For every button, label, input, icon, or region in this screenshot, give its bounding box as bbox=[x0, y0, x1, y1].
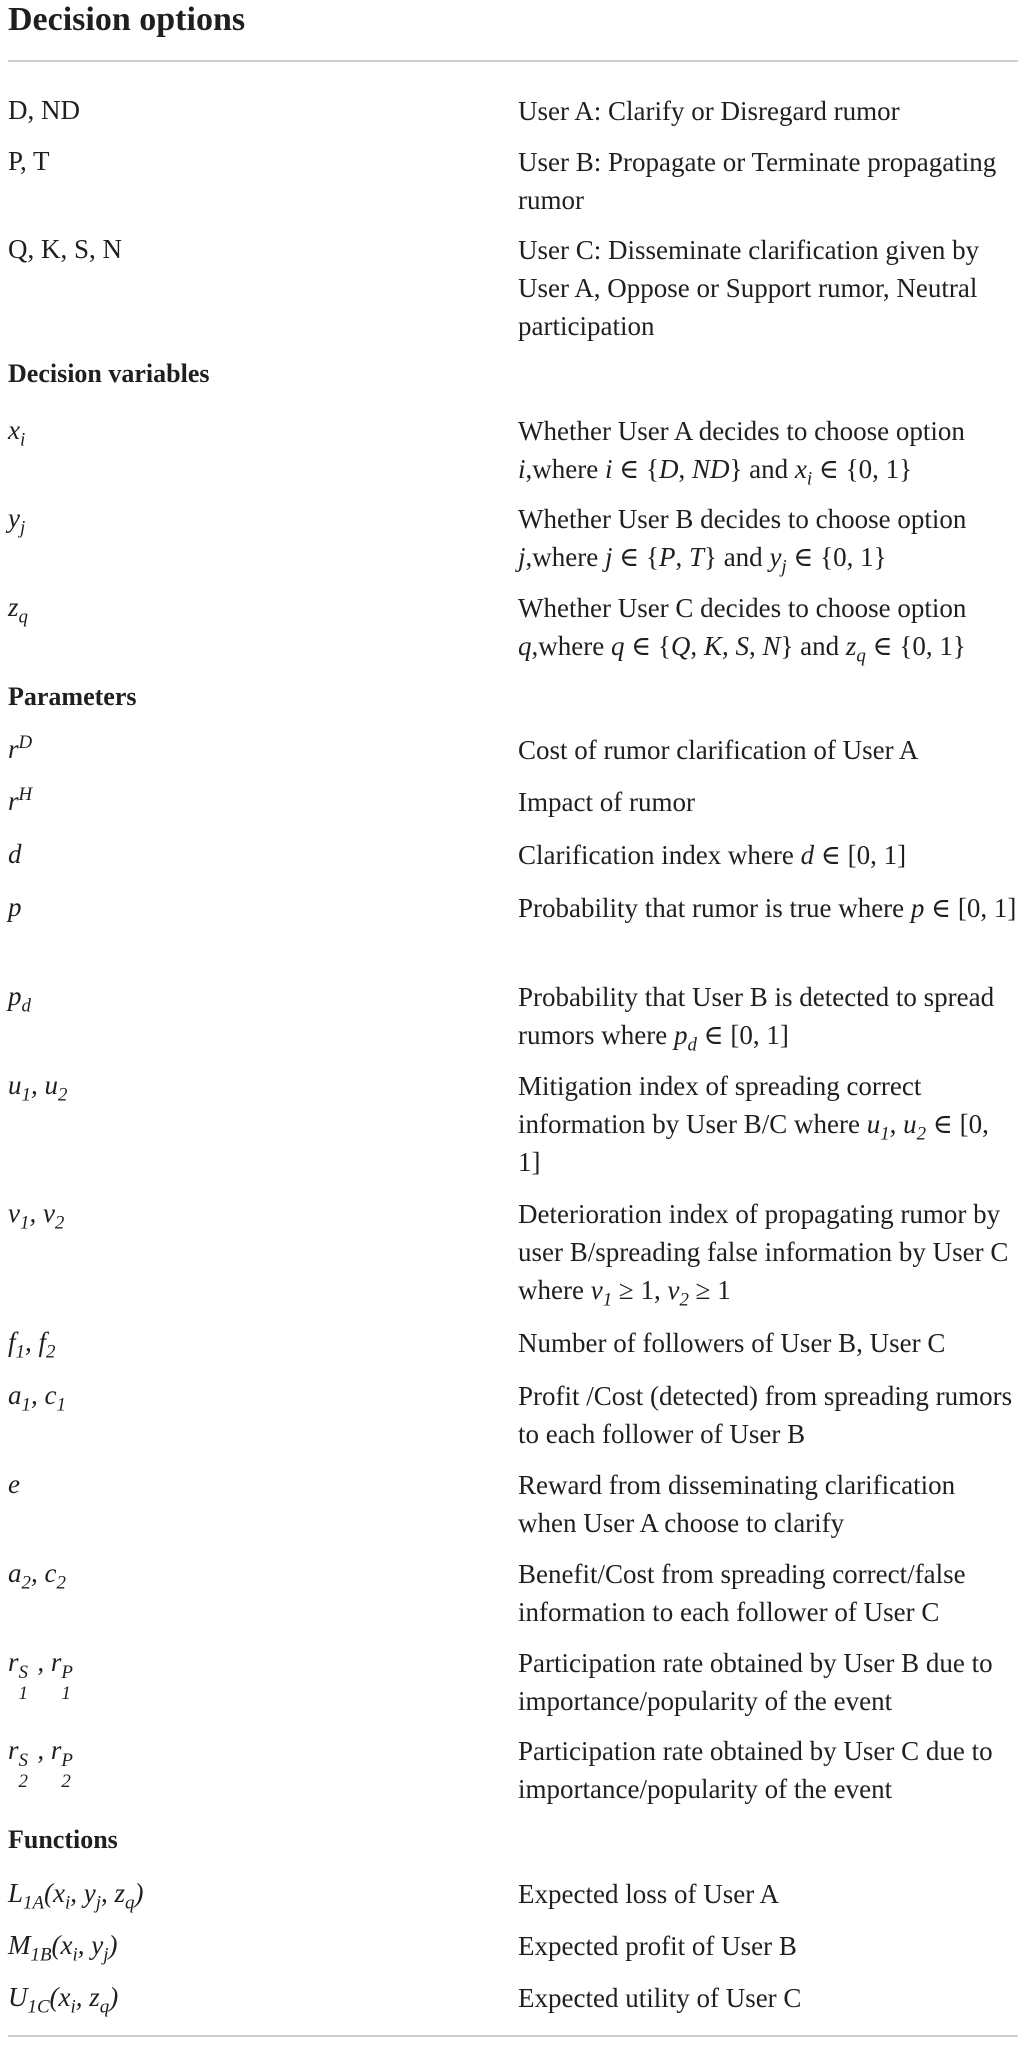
parameter-description: Profit /Cost (detected) from spreading rumors to each follower of User B bbox=[518, 1381, 1013, 1449]
parameter-symbol: $u_1$, $u_2$ bbox=[8, 1070, 68, 1106]
function-description: Expected loss of User A bbox=[518, 1879, 779, 1909]
variable-description: Whether User B decides to choose option j,where j ∈ {P, T} and $y_j$ ∈ {0, 1} bbox=[518, 504, 967, 578]
parameter-description: Deterioration index of propagating rumor by user B/spreading false information by User C where $v_1 \ge 1$, $v_2 \ge 1$ bbox=[518, 1199, 1009, 1311]
option-symbol: D, ND bbox=[8, 95, 80, 125]
variable-symbol: $y_j$ bbox=[8, 503, 26, 539]
function-symbol: $L_{1A}(x_i$, $y_j$, $z_q$) bbox=[8, 1878, 144, 1914]
variable-description-text: Whether User B decides to choose option bbox=[518, 504, 967, 534]
parameter-symbol: d bbox=[8, 839, 22, 869]
variable-description-text: Whether User A decides to choose option bbox=[518, 416, 965, 446]
option-symbol: Q, K, S, N bbox=[8, 234, 123, 264]
parameter-symbol: $f_1$, $f_2$ bbox=[8, 1327, 56, 1363]
option-description: User C: Disseminate clarification given by User A, Oppose or Support rumor, Neutral participation bbox=[518, 235, 980, 341]
parameter-symbol: p bbox=[8, 892, 22, 922]
parameter-symbol: $a_1$, $c_1$ bbox=[8, 1380, 66, 1416]
parameter-symbol: $r^H$ bbox=[8, 784, 33, 816]
parameter-description: Probability that rumor is true where p ∈ [0, 1] bbox=[518, 893, 1017, 923]
variable-description-math: i bbox=[518, 454, 526, 484]
parameter-symbol: $p_d$ bbox=[8, 981, 31, 1017]
parameter-symbol: e bbox=[8, 1469, 20, 1499]
parameter-symbol: $r^D$ bbox=[8, 732, 33, 764]
option-description: User B: Propagate or Terminate propagating rumor bbox=[518, 147, 997, 215]
variable-symbol: $z_q$ bbox=[8, 592, 28, 628]
parameter-symbol: $v_1$, $v_2$ bbox=[8, 1198, 65, 1234]
variable-symbol: $x_i$ bbox=[8, 415, 26, 451]
parameter-symbol: r S 2 , r P 2 bbox=[8, 1735, 73, 1792]
parameter-description: Cost of rumor clarification of User A bbox=[518, 735, 919, 765]
parameter-description: Mitigation index of spreading correct information by User B/C where $u_1$, $u_2$ ∈ [0, 1] bbox=[518, 1071, 989, 1177]
function-description: Expected profit of User B bbox=[518, 1931, 797, 1961]
parameter-description: Participation rate obtained by User C due to importance/popularity of the event bbox=[518, 1736, 993, 1804]
parameter-description: Participation rate obtained by User B due to importance/popularity of the event bbox=[518, 1648, 993, 1716]
parameter-symbol: $a_2$, $c_2$ bbox=[8, 1558, 66, 1594]
function-description: Expected utility of User C bbox=[518, 1983, 802, 2013]
parameter-description: Benefit/Cost from spreading correct/false information to each follower of User C bbox=[518, 1559, 966, 1627]
parameter-symbol: r S 1 , r P 1 bbox=[8, 1647, 73, 1704]
parameter-description: Number of followers of User B, User C bbox=[518, 1328, 946, 1358]
table-title: Decision options bbox=[8, 1, 246, 38]
section-heading-functions: Functions bbox=[8, 1825, 118, 1854]
variable-description: Whether User C decides to choose option q,where q ∈ {Q, K, S, N} and $z_q$ ∈ {0, 1} bbox=[518, 593, 967, 667]
parameter-description: Clarification index where d ∈ [0, 1] bbox=[518, 840, 907, 870]
option-symbol: P, T bbox=[8, 146, 50, 176]
variable-description-text: Whether User C decides to choose option bbox=[518, 593, 967, 623]
top-rule bbox=[8, 60, 1018, 62]
variable-description: Whether User A decides to choose option i,where i ∈ {D, ND} and $x_i$ ∈ {0, 1} bbox=[518, 416, 965, 490]
option-description: User A: Clarify or Disregard rumor bbox=[518, 96, 900, 126]
parameter-description: Impact of rumor bbox=[518, 787, 695, 817]
function-symbol: $M_{1B}(x_i$, $y_j$) bbox=[8, 1930, 118, 1966]
section-heading-decision-variables: Decision variables bbox=[8, 359, 210, 388]
parameter-description: Reward from disseminating clarification when User A choose to clarify bbox=[518, 1470, 956, 1538]
bottom-rule bbox=[8, 2035, 1018, 2037]
parameter-description: Probability that User B is detected to spread rumors where $p_d$ ∈ [0, 1] bbox=[518, 982, 995, 1056]
function-symbol: $U_{1C}(x_i$, $z_q$) bbox=[8, 1982, 119, 2018]
section-heading-parameters: Parameters bbox=[8, 682, 137, 711]
